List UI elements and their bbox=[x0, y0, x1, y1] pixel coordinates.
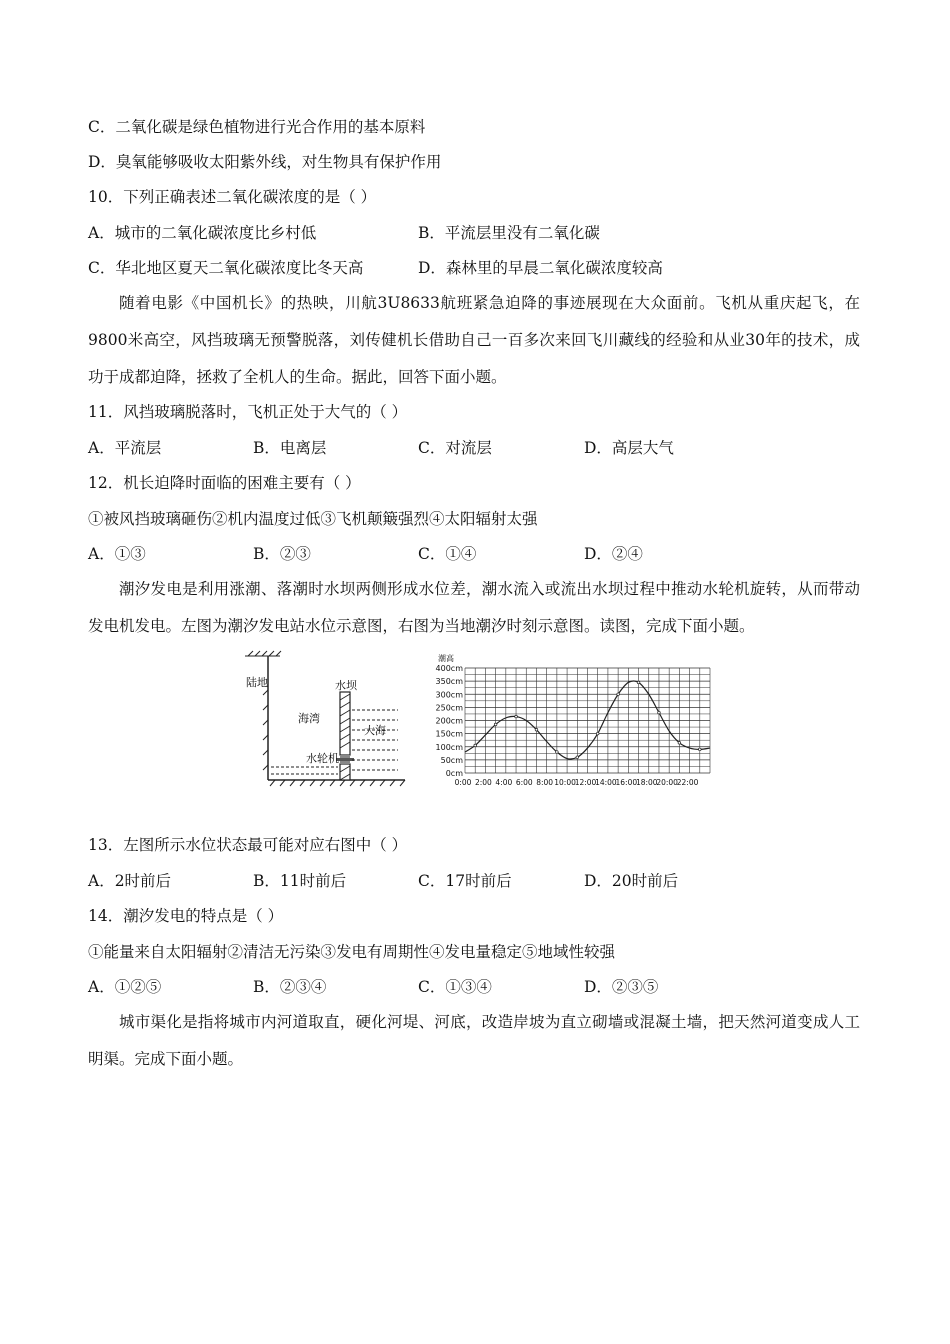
chart-x-tick-label: 2:00 bbox=[474, 778, 492, 787]
q14-stem: 14．潮汐发电的特点是（ ） bbox=[88, 907, 284, 925]
chart-y-tick-label: 0cm bbox=[445, 769, 463, 778]
land-label: 陆地 bbox=[246, 676, 268, 689]
chart-x-tick-label: 18:00 bbox=[635, 778, 658, 787]
chart-y-tick-label: 50cm bbox=[440, 755, 463, 765]
chart-x-tick-label: 22:00 bbox=[676, 778, 699, 787]
q11-option-d: D．高层大气 bbox=[584, 439, 674, 457]
chart-data-point bbox=[535, 728, 538, 731]
q14-option-d: D．②③⑤ bbox=[584, 978, 659, 996]
chart-y-axis-label: 潮高 bbox=[438, 654, 454, 663]
q10-option-b: B．平流层里没有二氧化碳 bbox=[418, 224, 600, 242]
turbine-label: 水轮机 bbox=[306, 752, 339, 765]
q13-stem: 13．左图所示水位状态最可能对应右图中（ ） bbox=[88, 836, 408, 854]
q10-stem: 10．下列正确表述二氧化碳浓度的是（ ） bbox=[88, 188, 377, 206]
sea-label: 大海 bbox=[364, 724, 386, 737]
chart-x-tick-label: 4:00 bbox=[495, 778, 513, 787]
q14-option-b: B．②③④ bbox=[253, 978, 327, 996]
q13-option-d: D．20时前后 bbox=[584, 872, 679, 890]
chart-y-tick-label: 200cm bbox=[435, 716, 463, 726]
chart-x-tick-label: 12:00 bbox=[574, 778, 597, 787]
q13-option-a: A．2时前后 bbox=[88, 872, 172, 890]
q12-stem: 12．机长迫降时面临的困难主要有（ ） bbox=[88, 474, 361, 492]
tidal-station-diagram bbox=[240, 650, 410, 790]
chart-data-point bbox=[556, 751, 559, 754]
chart-x-tick-label: 16:00 bbox=[615, 778, 638, 787]
q12-option-a: A．①③ bbox=[88, 545, 146, 563]
chart-x-tick-label: 0:00 bbox=[454, 778, 472, 787]
chart-x-tick-label: 20:00 bbox=[656, 778, 678, 787]
passage-tidal-power: 潮汐发电是利用涨潮、落潮时水坝两侧形成水位差，潮水流入或流出水坝过程中推动水轮机旋转，从而带动发电机发电。左图为潮汐发电站水位示意图，右图为当地潮汐时刻示意图。读图，完成下面小题。 bbox=[88, 580, 860, 635]
chart-data-point bbox=[515, 715, 518, 718]
chart-data-point bbox=[474, 744, 477, 747]
bay-label: 海湾 bbox=[298, 712, 320, 725]
chart-data-point bbox=[617, 693, 620, 696]
q9-option-d: D．臭氧能够吸收太阳紫外线，对生物具有保护作用 bbox=[88, 153, 442, 171]
chart-data-point bbox=[658, 711, 661, 714]
q12-option-d: D．②④ bbox=[584, 545, 643, 563]
chart-data-point bbox=[576, 756, 579, 759]
q13-option-c: C．17时前后 bbox=[418, 872, 512, 890]
chart-y-tick-label: 150cm bbox=[435, 729, 463, 739]
q10-option-a: A．城市的二氧化碳浓度比乡村低 bbox=[88, 224, 317, 242]
chart-data-point bbox=[678, 742, 681, 745]
chart-data-point bbox=[596, 732, 599, 735]
chart-data-point bbox=[698, 748, 701, 751]
q11-option-b: B．电离层 bbox=[253, 439, 327, 457]
q12-option-b: B．②③ bbox=[253, 545, 311, 563]
q13-option-b: B．11时前后 bbox=[253, 872, 347, 890]
chart-y-tick-label: 250cm bbox=[435, 703, 463, 713]
chart-y-tick-label: 350cm bbox=[435, 677, 463, 687]
tide-chart bbox=[420, 650, 720, 795]
q11-stem: 11．风挡玻璃脱落时，飞机正处于大气的（ ） bbox=[88, 403, 408, 421]
q9-option-c: C．二氧化碳是绿色植物进行光合作用的基本原料 bbox=[88, 118, 426, 136]
chart-x-tick-label: 6:00 bbox=[515, 778, 533, 787]
q10-option-d: D．森林里的早晨二氧化碳浓度较高 bbox=[418, 259, 663, 277]
q10-option-c: C．华北地区夏天二氧化碳浓度比冬天高 bbox=[88, 259, 364, 277]
chart-y-tick-label: 300cm bbox=[435, 690, 463, 700]
chart-x-tick-label: 14:00 bbox=[595, 778, 617, 787]
chart-data-point bbox=[637, 681, 640, 684]
chart-x-tick-label: 10:00 bbox=[554, 778, 576, 787]
chart-data-point bbox=[494, 723, 497, 726]
q14-option-c: C．①③④ bbox=[418, 978, 492, 996]
q14-items: ①能量来自太阳辐射②清洁无污染③发电有周期性④发电量稳定⑤地域性较强 bbox=[88, 943, 616, 961]
passage-china-captain: 随着电影《中国机长》的热映，川航3U8633航班紧急迫降的事迹展现在大众面前。飞机从重庆起飞，在9800米高空，风挡玻璃无预警脱落，刘传健机长借助自己一百多次来回飞川藏线的经验和从业30年的技术，成功于成都迫降，拯救了全机人的生命。据此，回答下面小题。 bbox=[88, 294, 860, 386]
q11-option-c: C．对流层 bbox=[418, 439, 492, 457]
chart-y-tick-label: 100cm bbox=[435, 742, 463, 752]
passage-urban-channelization: 城市渠化是指将城市内河道取直，硬化河堤、河底，改造岸坡为直立砌墙或混凝土墙，把天然河道变成人工明渠。完成下面小题。 bbox=[88, 1013, 860, 1068]
q11-option-a: A．平流层 bbox=[88, 439, 162, 457]
q12-items: ①被风挡玻璃砸伤②机内温度过低③飞机颠簸强烈④太阳辐射太强 bbox=[88, 510, 538, 528]
chart-x-tick-label: 8:00 bbox=[536, 778, 554, 787]
dam-label: 水坝 bbox=[335, 679, 357, 692]
q12-option-c: C．①④ bbox=[418, 545, 477, 563]
q14-option-a: A．①②⑤ bbox=[88, 978, 162, 996]
chart-y-tick-label: 400cm bbox=[435, 664, 463, 673]
